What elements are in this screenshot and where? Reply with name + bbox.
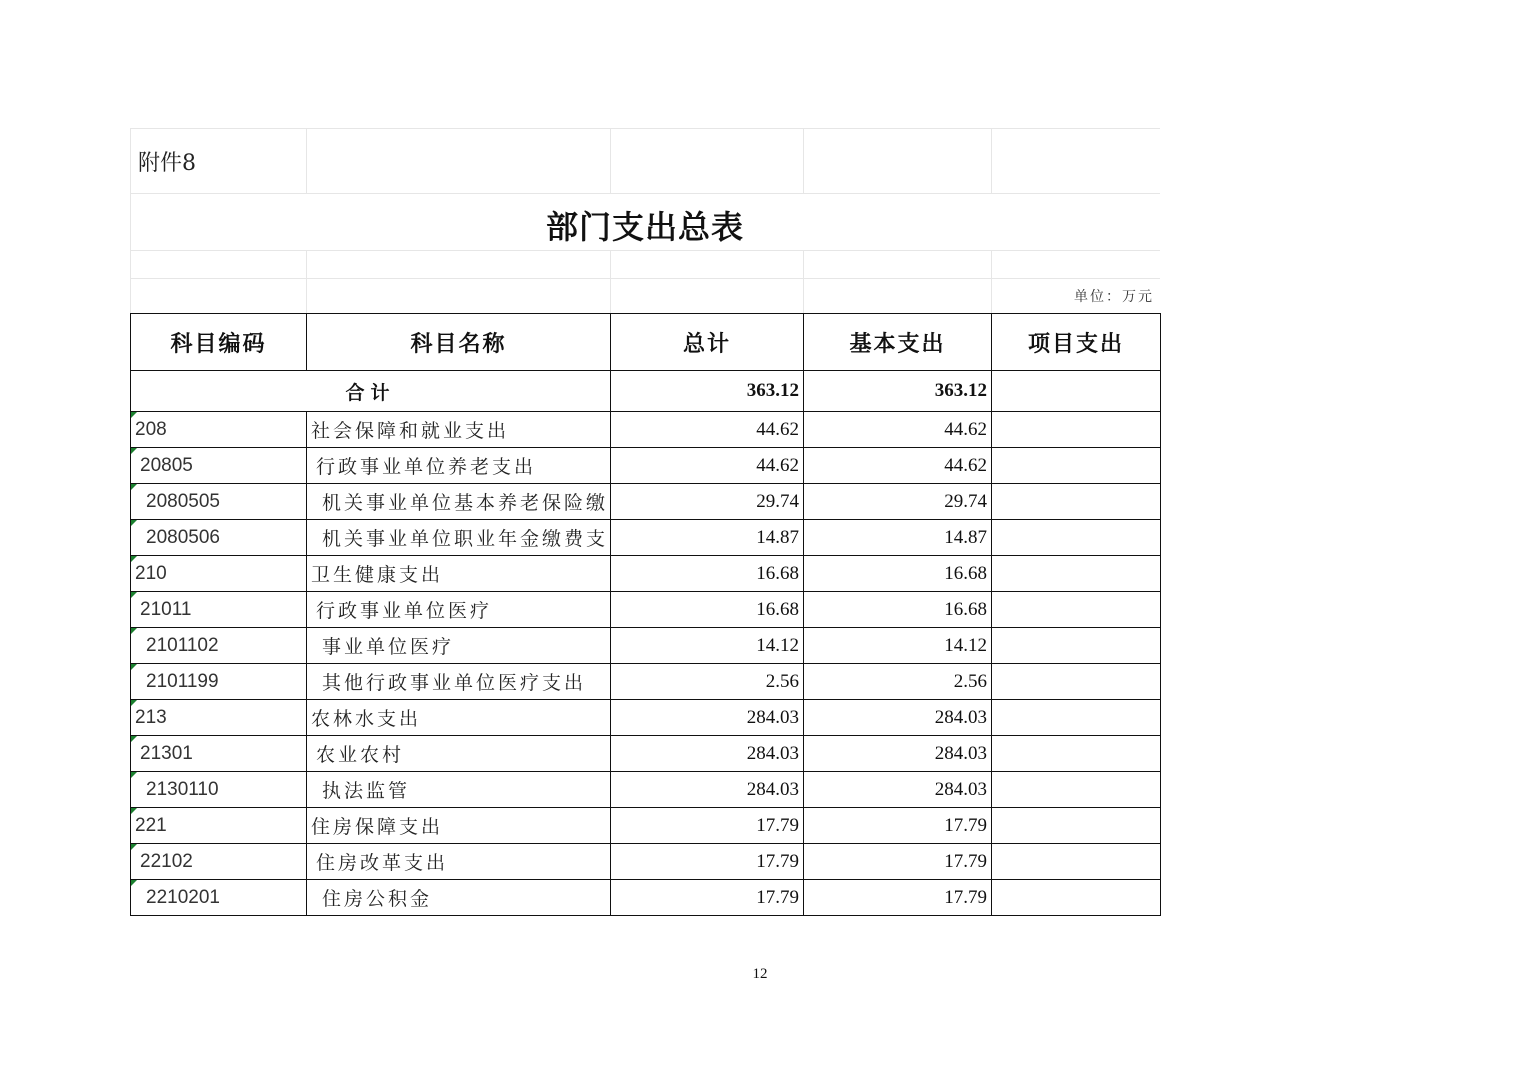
gridline <box>803 128 804 193</box>
gridline <box>306 128 307 193</box>
row-total: 17.79 <box>611 880 804 916</box>
row-project <box>992 556 1161 592</box>
row-project <box>992 880 1161 916</box>
row-total: 44.62 <box>611 412 804 448</box>
row-total: 284.03 <box>611 736 804 772</box>
gridline <box>610 250 611 313</box>
table-row <box>131 700 1161 736</box>
row-name: 住房公积金 <box>307 880 611 916</box>
table-row <box>131 592 1161 628</box>
row-total: 14.12 <box>611 628 804 664</box>
table-row <box>131 772 1161 808</box>
table-row <box>131 664 1161 700</box>
row-total: 14.87 <box>611 520 804 556</box>
row-basic: 17.79 <box>804 844 992 880</box>
unit-label: 单位：万元 <box>1074 289 1154 305</box>
row-code: 21301 <box>131 736 307 772</box>
row-basic: 44.62 <box>804 412 992 448</box>
row-project <box>992 520 1161 556</box>
row-basic: 14.87 <box>804 520 992 556</box>
table-title: 部门支出总表 <box>545 208 744 246</box>
gridline <box>130 128 1160 129</box>
row-project <box>992 808 1161 844</box>
row-total: 2.56 <box>611 664 804 700</box>
gridline <box>803 250 804 313</box>
row-project <box>992 592 1161 628</box>
table-row <box>131 736 1161 772</box>
table-row <box>131 628 1161 664</box>
row-code: 2210201 <box>131 880 307 916</box>
total-project <box>992 371 1161 412</box>
row-name: 其他行政事业单位医疗支出 <box>307 664 611 700</box>
table-row <box>131 808 1161 844</box>
gridline <box>130 193 1160 194</box>
header-project: 项目支出 <box>992 314 1161 371</box>
row-basic: 16.68 <box>804 556 992 592</box>
row-total: 284.03 <box>611 700 804 736</box>
total-row <box>131 371 1161 412</box>
row-code: 2130110 <box>131 772 307 808</box>
row-code: 208 <box>131 412 307 448</box>
row-project <box>992 844 1161 880</box>
row-basic: 44.62 <box>804 448 992 484</box>
row-name: 行政事业单位医疗 <box>307 592 611 628</box>
row-code: 213 <box>131 700 307 736</box>
gridline <box>130 278 1160 279</box>
gridline <box>306 250 307 313</box>
gridline <box>130 250 1160 251</box>
row-project <box>992 412 1161 448</box>
header-row <box>131 314 1161 371</box>
gridline <box>610 128 611 193</box>
row-basic: 284.03 <box>804 700 992 736</box>
row-total: 29.74 <box>611 484 804 520</box>
table-row <box>131 412 1161 448</box>
row-code: 21011 <box>131 592 307 628</box>
row-name: 住房保障支出 <box>307 808 611 844</box>
gridline <box>991 250 992 313</box>
row-total: 17.79 <box>611 808 804 844</box>
row-basic: 29.74 <box>804 484 992 520</box>
header-total: 总计 <box>611 314 804 371</box>
row-name: 农业农村 <box>307 736 611 772</box>
row-basic: 16.68 <box>804 592 992 628</box>
row-code: 221 <box>131 808 307 844</box>
row-total: 44.62 <box>611 448 804 484</box>
row-name: 社会保障和就业支出 <box>307 412 611 448</box>
row-code: 2080506 <box>131 520 307 556</box>
row-project <box>992 484 1161 520</box>
table-row <box>131 520 1161 556</box>
row-name: 事业单位医疗 <box>307 628 611 664</box>
row-project <box>992 664 1161 700</box>
row-name: 行政事业单位养老支出 <box>307 448 611 484</box>
row-project <box>992 700 1161 736</box>
row-basic: 14.12 <box>804 628 992 664</box>
table-row <box>131 448 1161 484</box>
row-basic: 2.56 <box>804 664 992 700</box>
row-total: 16.68 <box>611 556 804 592</box>
row-total: 16.68 <box>611 592 804 628</box>
row-basic: 284.03 <box>804 772 992 808</box>
row-code: 22102 <box>131 844 307 880</box>
row-name: 卫生健康支出 <box>307 556 611 592</box>
header-name: 科目名称 <box>307 314 611 371</box>
row-code: 20805 <box>131 448 307 484</box>
row-basic: 17.79 <box>804 880 992 916</box>
row-total: 284.03 <box>611 772 804 808</box>
table-row <box>131 880 1161 916</box>
sheet-header-area <box>130 128 1160 313</box>
row-code: 210 <box>131 556 307 592</box>
table-row <box>131 844 1161 880</box>
row-project <box>992 772 1161 808</box>
row-code: 2101199 <box>131 664 307 700</box>
row-project <box>992 736 1161 772</box>
row-basic: 17.79 <box>804 808 992 844</box>
header-basic: 基本支出 <box>804 314 992 371</box>
row-basic: 284.03 <box>804 736 992 772</box>
table-row <box>131 556 1161 592</box>
row-name: 机关事业单位基本养老保险缴 <box>307 484 611 520</box>
row-name: 执法监管 <box>307 772 611 808</box>
header-code: 科目编码 <box>131 314 307 371</box>
row-code: 2080505 <box>131 484 307 520</box>
row-project <box>992 628 1161 664</box>
spreadsheet-page <box>130 128 1160 916</box>
total-label: 合计 <box>131 371 611 412</box>
row-name: 农林水支出 <box>307 700 611 736</box>
row-name: 住房改革支出 <box>307 844 611 880</box>
total-basic: 363.12 <box>804 371 992 412</box>
page-number: 12 <box>752 966 768 982</box>
row-total: 17.79 <box>611 844 804 880</box>
gridline <box>991 128 992 193</box>
row-project <box>992 448 1161 484</box>
table-row <box>131 484 1161 520</box>
total-amount: 363.12 <box>611 371 804 412</box>
attachment-label: 附件8 <box>138 151 196 176</box>
row-code: 2101102 <box>131 628 307 664</box>
expenditure-table <box>130 313 1161 916</box>
row-name: 机关事业单位职业年金缴费支 <box>307 520 611 556</box>
